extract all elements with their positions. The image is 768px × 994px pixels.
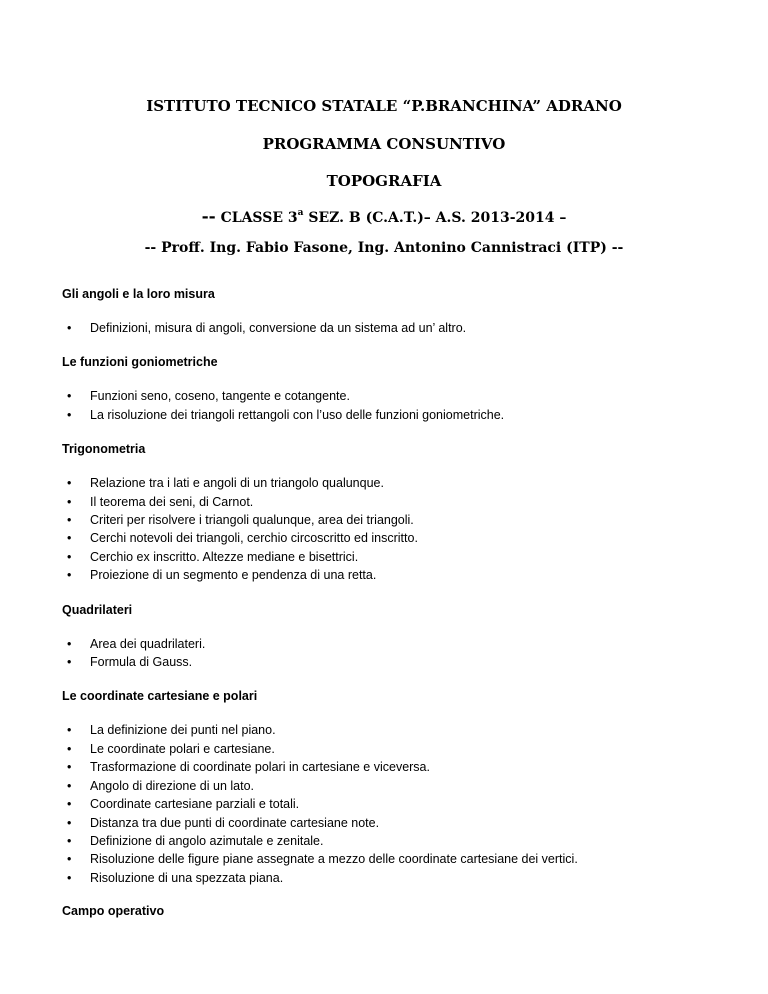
bullet-icon: •	[67, 815, 72, 830]
class-superscript: a	[297, 208, 304, 219]
bullet-icon: •	[67, 655, 72, 670]
list-item-text: Risoluzione di una spezzata piana.	[90, 870, 284, 885]
list-item-text: Cerchio ex inscritto. Altezze mediane e bisettrici.	[90, 549, 359, 564]
section	[62, 286, 742, 337]
bullet-icon: •	[67, 833, 72, 848]
bullet-icon: •	[67, 407, 72, 422]
bullet-icon: •	[67, 852, 72, 867]
program-content	[62, 286, 742, 904]
list-item	[62, 653, 742, 671]
list-item-text: Cerchi notevoli dei triangoli, cerchio circoscritto ed inscritto.	[90, 531, 418, 546]
subject-title: TOPOGRAFIA	[326, 172, 442, 190]
list-item	[62, 548, 742, 566]
bullet-icon: •	[67, 797, 72, 812]
list-item-text: Definizioni, misura di angoli, conversione da un sistema ad un’ altro.	[90, 321, 467, 335]
section-title: Quadrilateri	[62, 602, 133, 617]
bullet-icon: •	[67, 568, 72, 583]
list-item-text: Definizione di angolo azimutale e zenitale.	[90, 833, 324, 848]
bullet-icon: •	[67, 531, 72, 546]
list-item	[62, 387, 742, 405]
list-item-text: Risoluzione delle figure piane assegnate a mezzo delle coordinate cartesiane dei vertici.	[90, 852, 578, 867]
bullet-icon: •	[67, 549, 72, 564]
bullet-icon: •	[67, 741, 72, 756]
list-item	[62, 795, 742, 813]
list-item-text: Proiezione di un segmento e pendenza di una retta.	[90, 568, 377, 583]
list-item-text: Le coordinate polari e cartesiane.	[90, 741, 275, 756]
bullet-icon: •	[67, 870, 72, 885]
list-item-text: Trasformazione di coordinate polari in cartesiane e viceversa.	[90, 760, 430, 775]
list-item	[62, 740, 742, 758]
section	[62, 602, 742, 672]
section-title: Trigonometria	[62, 442, 146, 457]
list-item	[62, 777, 742, 795]
section-title-campo-operativo: Campo operativo	[62, 904, 165, 918]
class-prefix: --	[201, 207, 216, 227]
program-title: PROGRAMMA CONSUNTIVO	[262, 135, 506, 153]
list-item	[62, 850, 742, 868]
list-item	[62, 869, 742, 887]
bullet-icon: •	[67, 760, 72, 775]
class-main: CLASSE 3	[220, 210, 298, 226]
list-item	[62, 493, 742, 511]
list-item	[62, 758, 742, 776]
bullet-icon: •	[67, 494, 72, 509]
bullet-icon: •	[67, 476, 72, 491]
list-item	[62, 319, 742, 337]
list-item	[62, 566, 742, 584]
list-item	[62, 474, 742, 492]
section-list	[62, 319, 742, 337]
bullet-icon: •	[67, 321, 72, 335]
list-item-text: Formula di Gauss.	[90, 655, 193, 670]
section	[62, 441, 742, 584]
section	[62, 688, 742, 887]
list-item-text: Coordinate cartesiane parziali e totali.	[90, 797, 300, 812]
section-title: Gli angoli e la loro misura	[62, 287, 215, 301]
bullet-icon: •	[67, 389, 72, 404]
list-item	[62, 721, 742, 739]
bullet-icon: •	[67, 513, 72, 528]
list-item-text: Il teorema dei seni, di Carnot.	[90, 494, 254, 509]
list-item-text: Distanza tra due punti di coordinate cartesiane note.	[90, 815, 380, 830]
list-item	[62, 832, 742, 850]
list-item-text: La definizione dei punti nel piano.	[90, 723, 276, 738]
list-item-text: Criteri per risolvere i triangoli qualunque, area dei triangoli.	[90, 513, 414, 528]
list-item	[62, 635, 742, 653]
bullet-icon: •	[67, 723, 72, 738]
list-item-text: La risoluzione dei triangoli rettangoli con l’uso delle funzioni goniometriche.	[90, 407, 505, 422]
section-list	[62, 387, 742, 424]
list-item	[62, 406, 742, 424]
class-rest: SEZ. B (C.A.T.)– A.S. 2013-2014 –	[308, 210, 567, 226]
list-item-text: Relazione tra i lati e angoli di un triangolo qualunque.	[90, 476, 384, 491]
list-item-text: Angolo di direzione di un lato.	[90, 778, 255, 793]
section-title: Le funzioni goniometriche	[62, 355, 218, 370]
list-item-text: Area dei quadrilateri.	[90, 636, 206, 651]
section-list	[62, 635, 742, 672]
school-title: ISTITUTO TECNICO STATALE “P.BRANCHINA” ADRANO	[146, 97, 622, 115]
list-item-text: Funzioni seno, coseno, tangente e cotangente.	[90, 389, 350, 404]
bullet-icon: •	[67, 636, 72, 651]
class-line	[0, 207, 768, 227]
list-item	[62, 529, 742, 547]
list-item	[62, 814, 742, 832]
list-item	[62, 511, 742, 529]
section-title: Le coordinate cartesiane e polari	[62, 689, 258, 704]
professors-line: -- Proff. Ing. Fabio Fasone, Ing. Antonino Cannistraci (ITP) --	[144, 240, 624, 256]
bullet-icon: •	[67, 778, 72, 793]
section-list	[62, 721, 742, 887]
section-list	[62, 474, 742, 584]
section	[62, 354, 742, 424]
